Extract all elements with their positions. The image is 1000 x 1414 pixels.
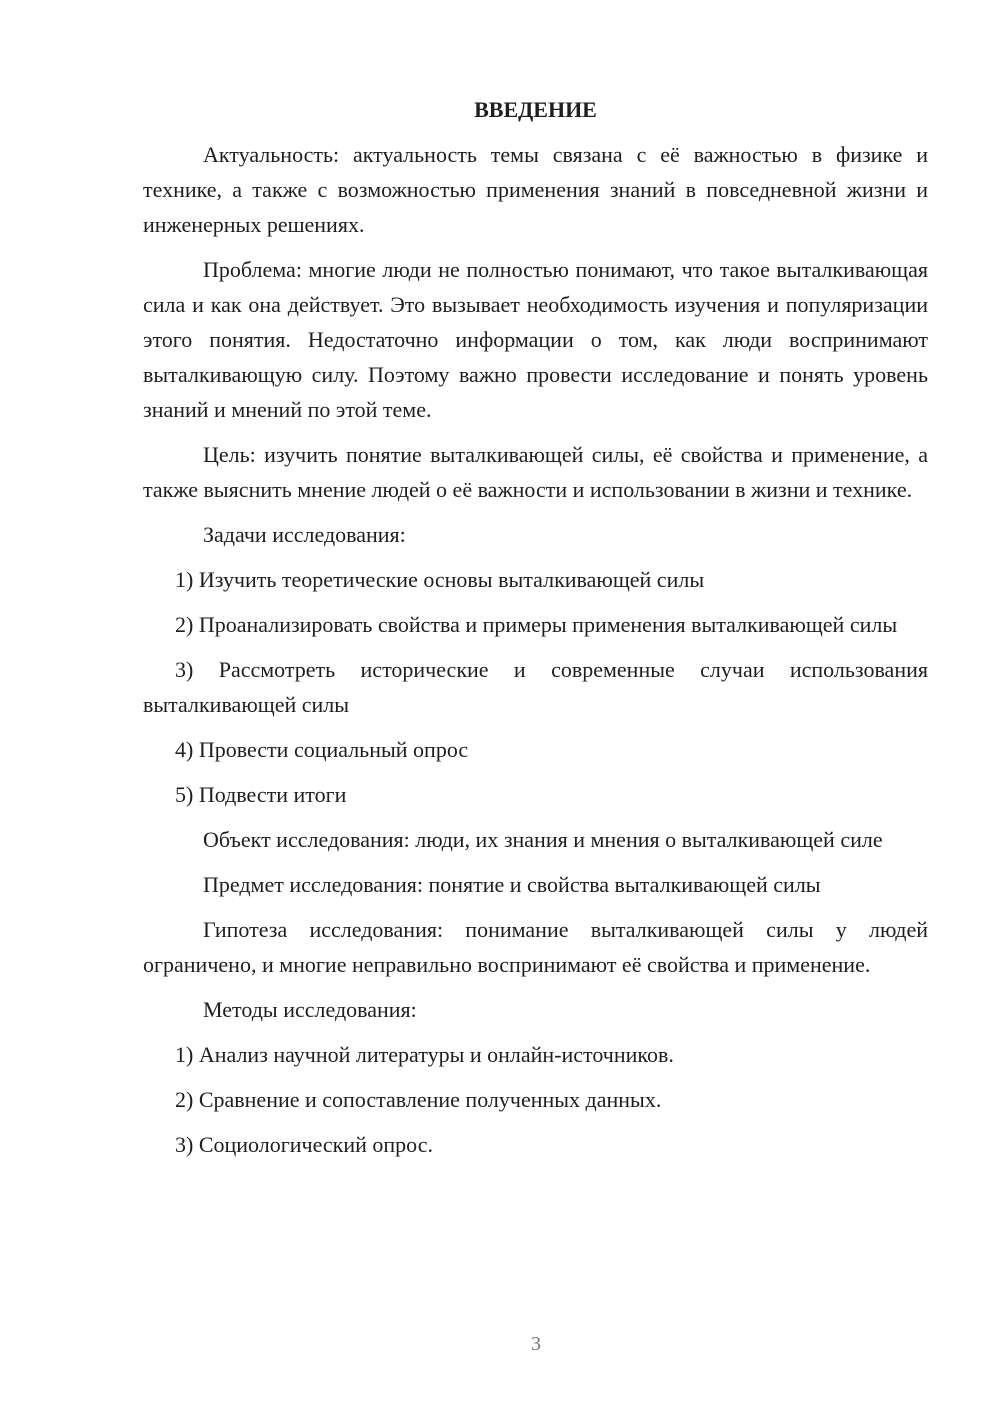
goal-paragraph: Цель: изучить понятие выталкивающей силы, её свойства и применение, а также выяснить мнение людей о её важности и использовании в жизни и технике. [143,442,928,502]
page-number: 3 [531,1333,541,1355]
task-item-3: 3) Рассмотреть исторические и современные случаи использования выталкивающей силы [143,657,928,717]
task-item-5: 5) Подвести итоги [175,782,347,807]
problem-paragraph: Проблема: многие люди не полностью понимают, что такое выталкивающая сила и как она действует. Это вызывает необходимость изучения и популяризации этого понятия. Недостаточно информации о том, как люди воспринимают выталкивающую силу. Поэтому важно провести исследование и понять уровень знаний и мнений по этой теме. [143,257,928,422]
task-item-4: 4) Провести социальный опрос [175,737,469,762]
object-paragraph: Объект исследования: люди, их знания и мнения о выталкивающей силе [203,827,883,852]
tasks-heading: Задачи исследования: [203,522,406,547]
hypothesis-paragraph: Гипотеза исследования: понимание выталкивающей силы у людей ограничено, и многие неправильно воспринимают её свойства и применение. [143,917,928,977]
section-title: ВВЕДЕНИЕ [474,97,597,122]
document-page [143,92,928,1172]
method-item-3: 3) Социологический опрос. [175,1132,433,1157]
subject-paragraph: Предмет исследования: понятие и свойства выталкивающей силы [203,872,821,897]
methods-heading: Методы исследования: [203,997,417,1022]
task-item-1: 1) Изучить теоретические основы выталкивающей силы [175,567,705,592]
relevance-paragraph: Актуальность: актуальность темы связана с её важностью в физике и технике, а также с возможностью применения знаний в повседневной жизни и инженерных решениях. [143,142,928,237]
method-item-2: 2) Сравнение и сопоставление полученных данных. [175,1087,662,1112]
method-item-1: 1) Анализ научной литературы и онлайн-источников. [175,1042,674,1067]
task-item-2: 2) Проанализировать свойства и примеры применения выталкивающей силы [175,612,898,637]
